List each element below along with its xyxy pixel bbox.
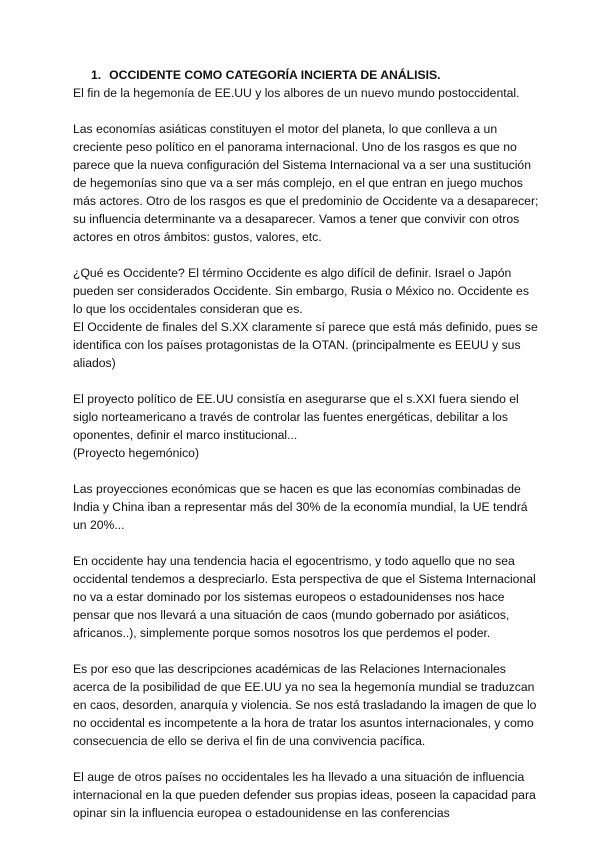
paragraph-academic-descriptions: Es por eso que las descripciones académicas de las Relaciones Internacionales acerca de la posibilidad de que EE.UU ya no sea la hegemonía mundial se traduzcan en caos, desorden, anarquía y violencia. Se nos está trasladando la imagen de que lo no occidental es incompetente a la hora de tratar los asuntos internacionales, y como consecuencia de ello se deriva el fin de una convivencia pacífica. [73, 662, 537, 748]
paragraph-us-political-project: El proyecto político de EE.UU consistía en asegurarse que el s.XXI fuera siendo el siglo norteamericano a través de controlar las fuentes energéticas, debilitar a los oponentes, definir el marco institucional... [73, 392, 519, 442]
paragraph-rise-of-others: El auge de otros países no occidentales les ha llevado a una situación de influencia internacional en la que pueden defender sus propias ideas, poseen la capacidad para opinar sin la influencia europea o estadounidense en las conferencias [73, 770, 536, 820]
paragraph-asian-economies: Las economías asiáticas constituyen el motor del planeta, lo que conlleva a un creciente peso político en el panorama internacional. Uno de los rasgos es que no parece que la nueva configuración del Sistema Internacional va a ser una sustitución de hegemonías sino que va a ser más complejo, en el que entran en juego muchos más actores. Otro de los rasgos es que el predominio de Occidente va a desaparecer; su influencia determinante va a desaparecer. Vamos a tener que convivir con otros actores en otros ámbitos: gustos, valores, etc. [73, 122, 539, 244]
paragraph-what-is-occident: ¿Qué es Occidente? El término Occidente es algo difícil de definir. Israel o Japón pueden ser considerados Occidente. Sin embargo, Rusia o México no. Occidente es lo que los occidentales consideran que es. [73, 266, 529, 316]
section-heading [91, 67, 540, 84]
paragraph-hegemonic-project: (Proyecto hegemónico) [73, 446, 199, 460]
paragraph-economic-projections: Las proyecciones económicas que se hacen es que las economías combinadas de India y China iban a representar más del 30% de la economía mundial, la UE tendrá un 20%... [73, 482, 528, 532]
section-number: 1. [91, 68, 102, 82]
paragraph-occident-late-xx: El Occidente de finales del S.XX claramente sí parece que está más definido, pues se identifica con los países protagonistas de la OTAN. (principalmente es EEUU y sus aliados) [73, 320, 538, 370]
subtitle-paragraph: El fin de la hegemonía de EE.UU y los albores de un nuevo mundo postoccidental. [73, 86, 520, 100]
section-title: OCCIDENTE COMO CATEGORÍA INCIERTA DE ANÁLISIS. [109, 68, 441, 82]
paragraph-egocentrism: En occidente hay una tendencia hacia el egocentrismo, y todo aquello que no sea occidental tendemos a despreciarlo. Esta perspectiva de que el Sistema Internacional no va a estar dominado por los sistemas europeos o estadounidenses nos hace pensar que nos llevará a una situación de caos (mundo gobernado por asiáticos, africanos..), simplemente porque somos nosotros los que perdemos el poder. [73, 554, 536, 640]
